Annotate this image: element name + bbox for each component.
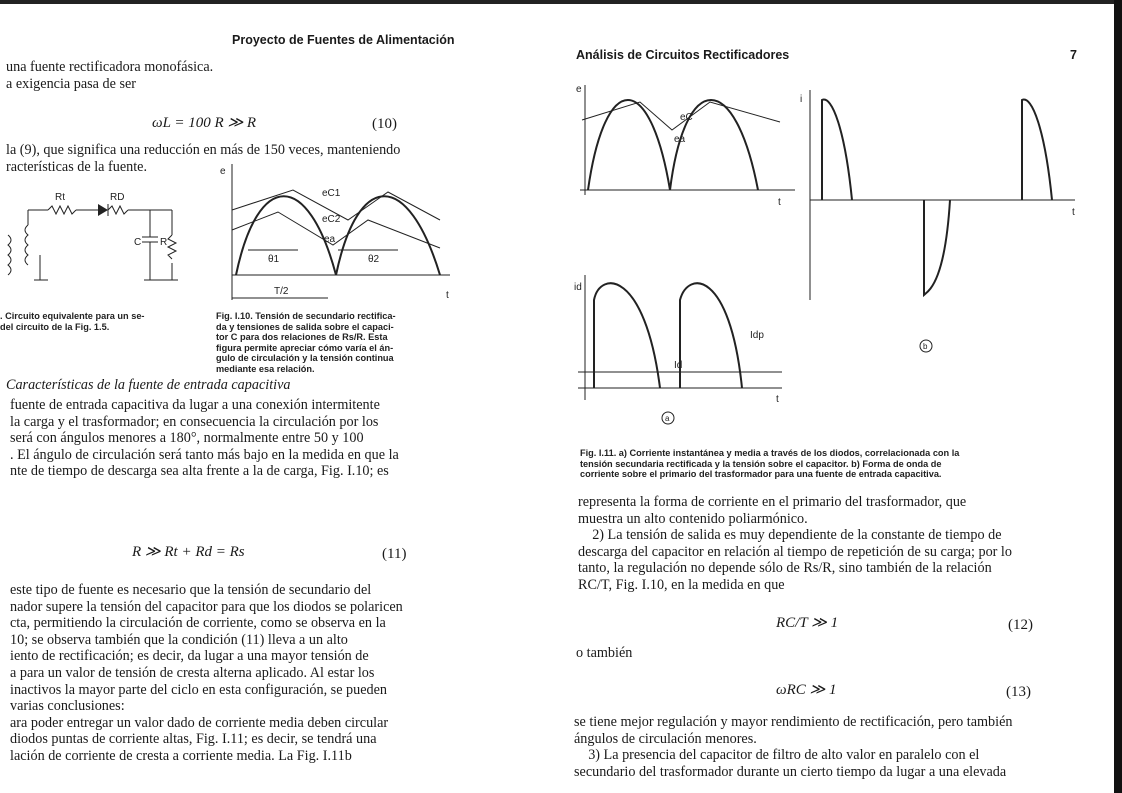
equation-10: ωL = 100 R ≫ R <box>152 115 257 131</box>
equation-12: RC/T ≫ 1 <box>776 615 839 631</box>
axis-label-e: e <box>576 84 582 95</box>
text-line: se tiene mejor regulación y mayor rendimiento de rectificación, pero también <box>574 714 1013 730</box>
page-number: 7 <box>1070 48 1077 62</box>
caption-line: mediante esa relación. <box>216 363 315 374</box>
label-ea: ea <box>324 234 336 245</box>
text-line: racterísticas de la fuente. <box>6 158 148 175</box>
axis-label-e: e <box>220 166 226 177</box>
caption-line: da y tensiones de salida sobre el capaci- <box>216 321 394 332</box>
label-ea: ea <box>674 134 686 145</box>
resistor-rt-icon <box>48 206 76 214</box>
label-rt: Rt <box>55 192 65 203</box>
text-line: secundario del trasformador durante un cierto tiempo da lugar a una elevada <box>574 763 1007 780</box>
axis-label-i: i <box>800 94 803 105</box>
paragraph <box>10 397 399 480</box>
text-line: la carga y el trasformador; en consecuencia la circulación por los <box>10 413 379 430</box>
caption-line: gulo de circulación y la tensión continua <box>216 353 394 364</box>
caption-line: tensión secundaria rectificada y la tensión sobre el capacitor. b) Forma de onda de <box>580 458 942 469</box>
equation-12-number: (12) <box>1008 617 1033 633</box>
primary-current-pos2 <box>1022 100 1052 200</box>
equation-13: ωRC ≫ 1 <box>776 682 837 698</box>
label-c: C <box>134 237 142 248</box>
text-line: a exigencia pasa de ser <box>6 75 136 92</box>
left-running-header: Proyecto de Fuentes de Alimentación <box>232 33 455 47</box>
waveform-fig-1-10 <box>218 160 458 310</box>
equation-13-number: (13) <box>1006 684 1031 700</box>
text-line: nador supere la tensión del capacitor para que los diodos se polaricen <box>10 598 403 615</box>
waveform-fig-1-11 <box>560 70 1090 450</box>
o-tambien-text: o también <box>576 645 633 661</box>
text-line: la (9), que significa una reducción en más de 150 veces, manteniendo <box>6 142 401 158</box>
label-theta2: θ2 <box>368 254 380 265</box>
primary-current-neg <box>924 200 950 295</box>
diode-icon <box>98 204 108 216</box>
axis-label-t: t <box>776 394 779 405</box>
text-line: muestra un alto contenido poliarmónico. <box>578 510 808 527</box>
transformer-primary-icon <box>8 235 11 275</box>
text-line: RC/T, Fig. I.10, en la medida en que <box>578 576 785 593</box>
scan-right-edge <box>1114 0 1122 793</box>
label-half-period: T/2 <box>274 286 289 297</box>
resistor-rd-icon <box>108 206 128 214</box>
text-line: nte de tiempo de descarga sea alta frente a la de carga, Fig. I.10; es <box>10 463 389 480</box>
resistor-load-icon <box>168 235 176 259</box>
text-line: ángulos de circulación menores. <box>574 730 757 747</box>
text-line: será con ángulos menores a 180°, normalmente entre 50 y 100 <box>10 430 364 447</box>
equation-10-number: (10) <box>372 116 397 132</box>
caption-line: corriente sobre el primario del trasformador para una fuente de entrada capacitiva. <box>580 469 942 480</box>
caption-line: tor C para dos relaciones de Rs/R. Esta <box>216 332 388 343</box>
text-line: iento de rectificación; es decir, da lugar a una mayor tensión de <box>10 648 369 665</box>
label-ec: eC <box>680 112 693 123</box>
transformer-secondary-icon <box>25 225 28 265</box>
text-line: varias conclusiones: <box>10 698 125 715</box>
intro-text <box>6 59 213 92</box>
text-line: representa la forma de corriente en el primario del trasformador, que <box>578 494 967 510</box>
label-ec1: eC1 <box>322 188 341 199</box>
section-heading: Características de la fuente de entrada capacitiva <box>6 377 291 393</box>
text-line: tanto, la regulación no depende sólo de Rs/R, sino también de la relación <box>578 560 992 577</box>
text-line: a para un valor de tensión de cresta alterna aplicado. Al estar los <box>10 664 375 681</box>
caption-line: Fig. I.11. a) Corriente instantánea y media a través de los diodos, correlacionada con la <box>580 448 960 458</box>
label-b: b <box>923 342 928 351</box>
paragraph <box>574 714 1012 780</box>
text-line: . El ángulo de circulación será tanto más bajo en la medida en que la <box>10 446 399 463</box>
circuit-diagram-fig-1-9 <box>0 185 200 295</box>
equation-11-number: (11) <box>382 546 407 562</box>
label-ec2: eC2 <box>322 214 341 225</box>
label-a: a <box>665 414 670 423</box>
axis-label-id: id <box>574 282 582 293</box>
caption-line: Fig. I.10. Tensión de secundario rectifica- <box>216 311 396 321</box>
text-line: inactivos la mayor parte del ciclo en esta configuración, se pueden <box>10 681 388 698</box>
label-r: R <box>160 237 168 248</box>
text-line: fuente de entrada capacitiva da lugar a una conexión intermitente <box>10 397 380 413</box>
rectified-voltage-curve <box>588 100 758 190</box>
text-line: descarga del capacitor en relación al tiempo de repetición de su carga; por lo <box>578 543 1012 560</box>
text-line: 10; se observa también que la condición (11) lleva a un alto <box>10 631 348 648</box>
text-line: ara poder entregar un valor dado de corriente media deben circular <box>10 714 389 731</box>
caption-line: . Circuito equivalente para un se- <box>0 311 145 321</box>
primary-current-pos1 <box>822 100 852 200</box>
fig-1-10-caption <box>216 311 456 375</box>
right-running-header: Análisis de Circuitos Rectificadores <box>576 48 790 62</box>
text-line: 3) La presencia del capacitor de filtro de alto valor en paralelo con el <box>574 747 980 764</box>
label-Id: Id <box>674 360 683 371</box>
label-idp: Idp <box>750 330 764 341</box>
scan-top-edge <box>0 0 1122 4</box>
text-line: este tipo de fuente es necesario que la tensión de secundario del <box>10 582 372 598</box>
axis-label-t: t <box>446 290 449 301</box>
fig-1-11-caption <box>580 448 1080 480</box>
caption-line: del circuito de la Fig. 1.5. <box>0 321 110 332</box>
text-line: cta, permitiendo la circulación de corriente, como se observa en la <box>10 615 386 632</box>
paragraph <box>10 582 403 765</box>
caption-line: figura permite apreciar cómo varía el án- <box>216 342 394 353</box>
text-line: lación de corriente de cresta a corriente media. La Fig. I.11b <box>10 747 352 764</box>
paragraph <box>578 494 1012 594</box>
axis-label-t: t <box>778 197 781 208</box>
fig-1-9-caption <box>0 311 144 332</box>
equation-11: R ≫ Rt + Rd = Rs <box>132 544 245 560</box>
text-line: 2) La tensión de salida es muy dependiente de la constante de tiempo de <box>578 527 1002 544</box>
axis-label-t: t <box>1072 207 1075 218</box>
label-rd: RD <box>110 192 125 203</box>
label-theta1: θ1 <box>268 254 280 265</box>
text-line: diodos puntas de corriente altas, Fig. I.11; es decir, se tendrá una <box>10 731 377 748</box>
text-line: una fuente rectificadora monofásica. <box>6 59 214 75</box>
